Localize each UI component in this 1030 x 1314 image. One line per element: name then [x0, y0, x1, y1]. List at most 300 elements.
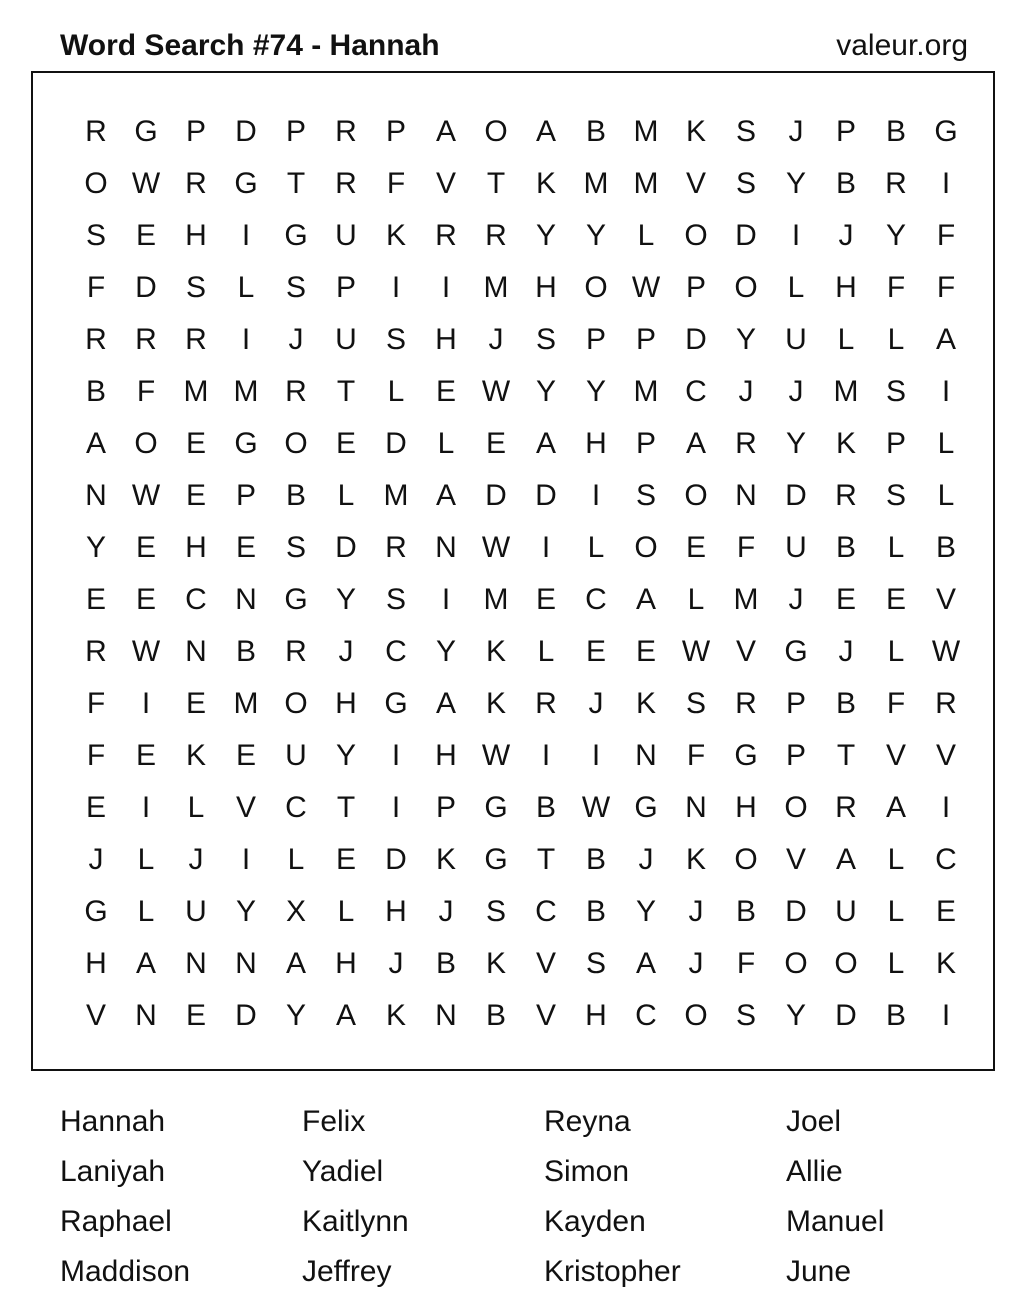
grid-letter: B — [285, 479, 306, 512]
word-list-item: Felix — [302, 1105, 366, 1138]
grid-letter: R — [885, 167, 907, 200]
grid-letter: F — [86, 739, 106, 772]
grid-letter: K — [685, 115, 706, 148]
grid-letter: B — [85, 375, 106, 408]
grid-letter: F — [886, 687, 906, 720]
grid-letter: A — [685, 427, 706, 460]
grid-letter: J — [438, 895, 454, 928]
grid-letter: E — [85, 583, 106, 616]
grid-letter: E — [135, 531, 156, 564]
grid-letter: N — [635, 739, 657, 772]
grid-letter: L — [137, 895, 155, 928]
grid-letter: U — [285, 739, 307, 772]
grid-letter: O — [684, 999, 708, 1032]
grid-letter: N — [435, 999, 457, 1032]
word-list-item: Allie — [786, 1155, 843, 1188]
grid-letter: J — [488, 323, 504, 356]
grid-letter: N — [235, 947, 257, 980]
grid-letter: P — [185, 115, 206, 148]
grid-letter: A — [435, 115, 456, 148]
grid-letter: F — [936, 271, 956, 304]
grid-letter: H — [735, 791, 757, 824]
grid-letter: F — [86, 271, 106, 304]
word-list-item: Kristopher — [544, 1255, 681, 1288]
grid-letter: M — [383, 479, 409, 512]
grid-letter: T — [286, 167, 306, 200]
grid-letter: S — [885, 479, 906, 512]
grid-letter: H — [185, 531, 207, 564]
grid-letter: Y — [535, 219, 556, 252]
grid-letter: S — [885, 375, 906, 408]
grid-letter: J — [338, 635, 354, 668]
grid-letter: D — [735, 219, 757, 252]
grid-letter: P — [335, 271, 356, 304]
grid-letter: I — [141, 791, 151, 824]
grid-letter: L — [137, 843, 155, 876]
grid-letter: R — [435, 219, 457, 252]
puzzle-title: Word Search #74 - Hannah — [60, 29, 440, 62]
grid-letter: G — [384, 687, 408, 720]
grid-letter: L — [837, 323, 855, 356]
grid-letter: N — [185, 947, 207, 980]
grid-letter: L — [937, 427, 955, 460]
grid-letter: Y — [335, 583, 356, 616]
grid-letter: E — [935, 895, 956, 928]
grid-letter: A — [335, 999, 356, 1032]
grid-letter: B — [435, 947, 456, 980]
grid-letter: I — [941, 999, 951, 1032]
grid-letter: I — [391, 739, 401, 772]
word-list-item: Jeffrey — [302, 1255, 392, 1288]
grid-letter: U — [335, 219, 357, 252]
grid-letter: J — [188, 843, 204, 876]
grid-letter: Y — [335, 739, 356, 772]
grid-letter: S — [385, 583, 406, 616]
grid-letter: H — [385, 895, 407, 928]
grid-letter: E — [85, 791, 106, 824]
site-name: valeur.org — [836, 29, 968, 62]
grid-letter: Y — [585, 375, 606, 408]
grid-letter: U — [835, 895, 857, 928]
word-list-item: June — [786, 1255, 852, 1288]
grid-letter: Y — [585, 219, 606, 252]
grid-letter: E — [185, 999, 206, 1032]
grid-letter: I — [791, 219, 801, 252]
grid-letter: Y — [435, 635, 456, 668]
grid-letter: I — [941, 791, 951, 824]
grid-letter: D — [835, 999, 857, 1032]
grid-letter: K — [435, 843, 456, 876]
grid-letter: O — [284, 427, 308, 460]
grid-letter: G — [234, 167, 258, 200]
grid-letter: L — [887, 895, 905, 928]
word-list-item: Yadiel — [302, 1155, 384, 1188]
grid-letter: V — [535, 999, 556, 1032]
grid-letter: I — [241, 323, 251, 356]
grid-letter: E — [185, 479, 206, 512]
grid-letter: Y — [785, 427, 806, 460]
grid-letter: U — [185, 895, 207, 928]
grid-letter: E — [435, 375, 456, 408]
grid-letter: K — [935, 947, 956, 980]
grid-letter: V — [735, 635, 756, 668]
grid-letter: E — [185, 687, 206, 720]
grid-letter: G — [784, 635, 808, 668]
grid-letter: J — [838, 635, 854, 668]
grid-letter: C — [585, 583, 607, 616]
grid-letter: R — [85, 635, 107, 668]
grid-letter: R — [835, 479, 857, 512]
grid-letter: M — [833, 375, 859, 408]
grid-letter: M — [633, 167, 659, 200]
grid-letter: U — [335, 323, 357, 356]
grid-letter: K — [485, 635, 506, 668]
grid-letter: B — [935, 531, 956, 564]
grid-letter: L — [687, 583, 705, 616]
grid-letter: W — [131, 479, 161, 512]
grid-letter: E — [135, 739, 156, 772]
grid-letter: O — [634, 531, 658, 564]
grid-letter: I — [441, 583, 451, 616]
grid-letter: H — [85, 947, 107, 980]
grid-letter: Y — [535, 375, 556, 408]
grid-letter: A — [135, 947, 156, 980]
grid-letter: W — [931, 635, 961, 668]
grid-letter: O — [734, 843, 758, 876]
grid-letter: L — [437, 427, 455, 460]
grid-letter: K — [835, 427, 856, 460]
grid-letter: B — [885, 115, 906, 148]
grid-letter: J — [788, 375, 804, 408]
word-list-item: Reyna — [544, 1105, 631, 1138]
grid-letter: O — [834, 947, 858, 980]
grid-letter: R — [135, 323, 157, 356]
grid-letter: L — [587, 531, 605, 564]
grid-letter: K — [385, 999, 406, 1032]
grid-letter: I — [541, 739, 551, 772]
grid-letter: M — [183, 375, 209, 408]
grid-letter: M — [233, 687, 259, 720]
grid-letter: E — [235, 531, 256, 564]
grid-letter: N — [685, 791, 707, 824]
grid-letter: H — [435, 323, 457, 356]
grid-letter: Y — [785, 999, 806, 1032]
grid-letter: M — [483, 583, 509, 616]
grid-letter: S — [685, 687, 706, 720]
grid-letter: C — [385, 635, 407, 668]
grid-letter: F — [736, 531, 756, 564]
grid-letter: P — [385, 115, 406, 148]
grid-letter: D — [135, 271, 157, 304]
grid-letter: S — [485, 895, 506, 928]
grid-letter: G — [734, 739, 758, 772]
grid-letter: E — [135, 219, 156, 252]
grid-letter: A — [535, 115, 556, 148]
grid-letter: Y — [785, 167, 806, 200]
grid-letter: E — [535, 583, 556, 616]
grid-letter: L — [337, 895, 355, 928]
grid-letter: E — [585, 635, 606, 668]
word-list-item: Manuel — [786, 1205, 885, 1238]
grid-letter: A — [635, 947, 656, 980]
grid-letter: B — [535, 791, 556, 824]
grid-letter: J — [788, 583, 804, 616]
grid-letter: S — [735, 999, 756, 1032]
grid-letter: W — [481, 531, 511, 564]
grid-letter: A — [435, 687, 456, 720]
grid-letter: I — [941, 375, 951, 408]
grid-letter: I — [541, 531, 551, 564]
grid-letter: S — [285, 271, 306, 304]
grid-letter: L — [887, 947, 905, 980]
grid-letter: A — [435, 479, 456, 512]
grid-letter: E — [235, 739, 256, 772]
grid-letter: C — [185, 583, 207, 616]
grid-letter: V — [935, 583, 956, 616]
grid-letter: E — [835, 583, 856, 616]
grid-letter: D — [785, 895, 807, 928]
grid-letter: D — [235, 115, 257, 148]
grid-letter: T — [336, 375, 356, 408]
grid-letter: C — [685, 375, 707, 408]
grid-letter: E — [885, 583, 906, 616]
grid-letter: D — [385, 427, 407, 460]
grid-letter: S — [735, 167, 756, 200]
grid-letter: D — [385, 843, 407, 876]
grid-letter: S — [285, 531, 306, 564]
grid-letter: H — [535, 271, 557, 304]
grid-letter: E — [685, 531, 706, 564]
grid-letter: C — [285, 791, 307, 824]
grid-letter: B — [585, 895, 606, 928]
word-list-item: Simon — [544, 1155, 630, 1188]
grid-letter: B — [885, 999, 906, 1032]
grid-letter: V — [435, 167, 456, 200]
grid-letter: N — [735, 479, 757, 512]
grid-letter: L — [387, 375, 405, 408]
grid-letter: H — [585, 427, 607, 460]
grid-letter: L — [287, 843, 305, 876]
grid-letter: P — [835, 115, 856, 148]
grid-letter: D — [535, 479, 557, 512]
grid-letter: P — [285, 115, 306, 148]
grid-letter: L — [887, 531, 905, 564]
grid-letter: J — [838, 219, 854, 252]
grid-letter: B — [835, 687, 856, 720]
grid-letter: A — [935, 323, 956, 356]
grid-letter: L — [887, 323, 905, 356]
grid-letter: P — [885, 427, 906, 460]
grid-letter: K — [485, 687, 506, 720]
grid-letter: L — [887, 843, 905, 876]
grid-letter: E — [335, 427, 356, 460]
grid-letter: R — [335, 167, 357, 200]
grid-letter: O — [684, 219, 708, 252]
grid-letter: F — [736, 947, 756, 980]
grid-letter: U — [785, 323, 807, 356]
grid-letter: O — [584, 271, 608, 304]
grid-letter: R — [285, 375, 307, 408]
grid-letter: M — [633, 375, 659, 408]
grid-letter: R — [385, 531, 407, 564]
grid-letter: O — [784, 791, 808, 824]
grid-letter: D — [235, 999, 257, 1032]
grid-letter: I — [141, 687, 151, 720]
grid-letter: V — [85, 999, 106, 1032]
grid-letter: M — [483, 271, 509, 304]
grid-letter: A — [85, 427, 106, 460]
grid-letter: K — [485, 947, 506, 980]
grid-letter: J — [88, 843, 104, 876]
grid-letter: L — [887, 635, 905, 668]
grid-letter: P — [235, 479, 256, 512]
grid-letter: G — [84, 895, 108, 928]
grid-letter: V — [885, 739, 906, 772]
grid-letter: Y — [635, 895, 656, 928]
grid-letter: B — [585, 843, 606, 876]
grid-letter: V — [935, 739, 956, 772]
grid-letter: G — [934, 115, 958, 148]
grid-letter: B — [735, 895, 756, 928]
grid-letter: Y — [285, 999, 306, 1032]
grid-letter: B — [235, 635, 256, 668]
grid-letter: J — [688, 947, 704, 980]
grid-letter: R — [935, 687, 957, 720]
grid-letter: R — [185, 323, 207, 356]
grid-letter: Y — [85, 531, 106, 564]
grid-letter: L — [337, 479, 355, 512]
grid-letter: B — [485, 999, 506, 1032]
grid-letter: J — [288, 323, 304, 356]
grid-letter: R — [835, 791, 857, 824]
grid-letter: G — [634, 791, 658, 824]
grid-letter: E — [635, 635, 656, 668]
grid-letter: P — [785, 739, 806, 772]
grid-letter: O — [484, 115, 508, 148]
grid-letter: F — [386, 167, 406, 200]
grid-letter: D — [335, 531, 357, 564]
grid-letter: L — [637, 219, 655, 252]
grid-letter: G — [484, 791, 508, 824]
grid-letter: J — [588, 687, 604, 720]
grid-letter: X — [285, 895, 306, 928]
grid-letter: M — [633, 115, 659, 148]
grid-letter: I — [241, 843, 251, 876]
grid-letter: S — [535, 323, 556, 356]
grid-letter: C — [535, 895, 557, 928]
grid-letter: W — [131, 167, 161, 200]
grid-letter: K — [535, 167, 556, 200]
grid-letter: P — [435, 791, 456, 824]
grid-letter: I — [391, 791, 401, 824]
grid-letter: O — [734, 271, 758, 304]
grid-letter: H — [835, 271, 857, 304]
word-list-item: Hannah — [60, 1105, 166, 1138]
grid-letter: I — [241, 219, 251, 252]
grid-letter: O — [284, 687, 308, 720]
grid-letter: R — [185, 167, 207, 200]
grid-letter: V — [785, 843, 806, 876]
grid-letter: I — [591, 739, 601, 772]
grid-letter: D — [785, 479, 807, 512]
grid-letter: P — [585, 323, 606, 356]
grid-letter: O — [134, 427, 158, 460]
grid-letter: T — [486, 167, 506, 200]
grid-letter: I — [441, 271, 451, 304]
word-list-item: Kaitlynn — [302, 1205, 409, 1238]
grid-letter: A — [535, 427, 556, 460]
grid-letter: H — [585, 999, 607, 1032]
grid-letter: V — [535, 947, 556, 980]
grid-letter: J — [638, 843, 654, 876]
grid-letter: P — [685, 271, 706, 304]
grid-letter: Y — [235, 895, 256, 928]
grid-letter: E — [485, 427, 506, 460]
grid-letter: H — [335, 687, 357, 720]
grid-letter: S — [85, 219, 106, 252]
grid-letter: V — [685, 167, 706, 200]
grid-letter: G — [134, 115, 158, 148]
grid-letter: Y — [885, 219, 906, 252]
grid-letter: J — [738, 375, 754, 408]
grid-letter: B — [835, 531, 856, 564]
grid-letter: Y — [735, 323, 756, 356]
grid-letter: L — [537, 635, 555, 668]
grid-letter: W — [581, 791, 611, 824]
grid-letter: W — [631, 271, 661, 304]
grid-letter: H — [335, 947, 357, 980]
grid-letter: C — [935, 843, 957, 876]
grid-letter: F — [686, 739, 706, 772]
grid-letter: S — [735, 115, 756, 148]
grid-letter: S — [585, 947, 606, 980]
grid-letter: R — [735, 687, 757, 720]
grid-letter: A — [285, 947, 306, 980]
grid-letter: N — [85, 479, 107, 512]
grid-letter: N — [135, 999, 157, 1032]
letter-grid — [71, 106, 971, 1042]
letter-grid-frame — [31, 71, 995, 1071]
grid-letter: R — [535, 687, 557, 720]
grid-letter: J — [788, 115, 804, 148]
grid-letter: H — [435, 739, 457, 772]
grid-letter: N — [185, 635, 207, 668]
grid-letter: V — [235, 791, 256, 824]
grid-letter: F — [936, 219, 956, 252]
word-list — [60, 1097, 1028, 1297]
grid-letter: O — [84, 167, 108, 200]
grid-letter: D — [685, 323, 707, 356]
grid-letter: F — [136, 375, 156, 408]
grid-letter: D — [485, 479, 507, 512]
grid-letter: K — [685, 843, 706, 876]
grid-letter: R — [285, 635, 307, 668]
grid-letter: P — [635, 427, 656, 460]
grid-letter: A — [885, 791, 906, 824]
grid-letter: R — [335, 115, 357, 148]
grid-letter: U — [785, 531, 807, 564]
grid-letter: A — [635, 583, 656, 616]
grid-letter: W — [481, 739, 511, 772]
grid-letter: P — [785, 687, 806, 720]
grid-letter: I — [941, 167, 951, 200]
word-list-item: Kayden — [544, 1205, 646, 1238]
grid-letter: L — [937, 479, 955, 512]
grid-letter: N — [435, 531, 457, 564]
grid-letter: P — [635, 323, 656, 356]
grid-letter: I — [391, 271, 401, 304]
grid-letter: S — [385, 323, 406, 356]
